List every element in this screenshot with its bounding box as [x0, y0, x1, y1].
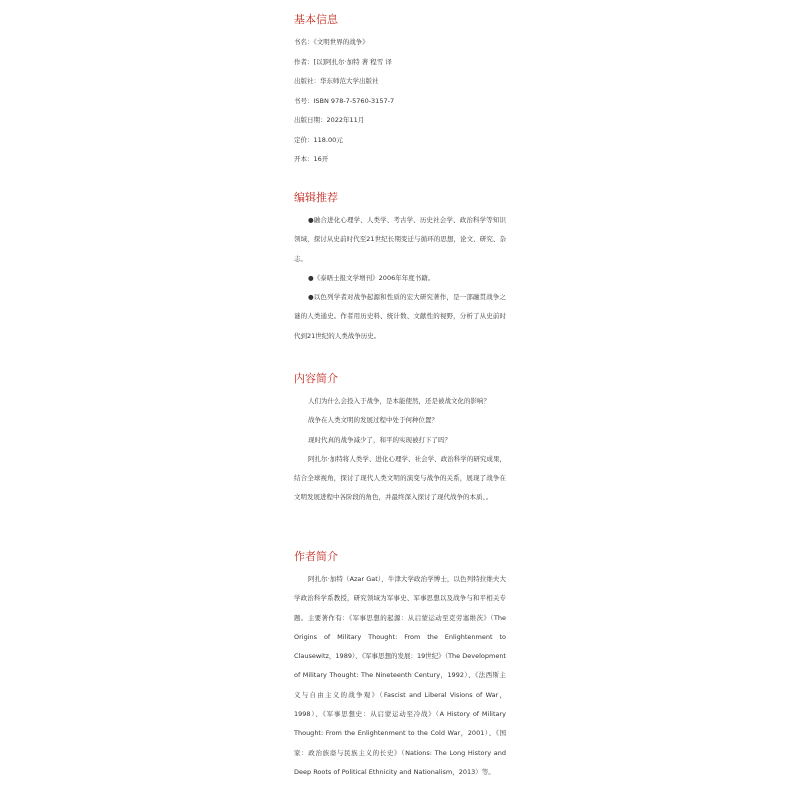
editor-recommendation-section: [294, 191, 506, 346]
author-intro-section: [294, 550, 506, 782]
publisher-line: 出版社：华东师范大学出版社: [294, 77, 379, 85]
author-line: 作者：[以]阿扎尔·加特 著 程雪 译: [294, 57, 392, 66]
publish-date-line: 出版日期：2022年11月: [294, 116, 365, 124]
content-intro-body: [294, 392, 506, 508]
author-paragraph: 阿扎尔·加特（Azar Gat），牛津大学政治学博士，以色列特拉维夫大学政治科学系教授，研究领域为军事史、军事思想以及战争与和平相关专题。主要著作有：《军事思想的起源：从启蒙运动至克劳塞维茨》（The Origins of Military Thought: From the Enlightenment to Clausewitz，1989）、《军事思想的发展：19世纪》（The Development of Military Thought: The Nineteenth Century，1992）、《法西斯主义与自由主义的战争观》（Fascist and Liberal Visions of War，1998）、《军事思想史：从启蒙运动至冷战》（A History of Military Thought: From the Enlightenment to the Cold War，2001）、《国家：政治族裔与民族主义的长史》（Nations: The Long History and Deep Roots of Political Ethnicity and Nationalism，2013）等。: [294, 575, 506, 776]
content-intro-section: [294, 372, 506, 508]
format-line: 开本：16开: [294, 155, 329, 163]
author-intro-body: [294, 570, 506, 782]
recommendation-paragraph: ●融合进化心理学、人类学、考古学、历史社会学、政治科学等知识领域，探讨从史前时代至21世纪长期变迁与循环的思想，论文、研究、杂志。: [294, 216, 506, 263]
recommendation-paragraph: ●《泰晤士报文学增刊》2006年年度书籍。: [308, 273, 435, 282]
basic-info-heading: 基本信息: [294, 13, 338, 26]
book-title-line: 书名：《文明世界的战争》: [294, 38, 369, 46]
intro-paragraph: 现时代真的战争减少了，和平的实现被打下了吗？: [308, 435, 451, 444]
price-line: 定价：118.00元: [294, 135, 343, 144]
intro-paragraph: 人们为什么会投入于战争，是本能使然，还是被战文化的影响？: [308, 397, 490, 405]
intro-paragraph: 战争在人类文明的发展过程中处于何种位置？: [308, 416, 438, 425]
isbn-line: 书号：ISBN 978-7-5760-3157-7: [294, 96, 395, 105]
content-intro-heading: 内容简介: [294, 372, 338, 385]
basic-info-section: [294, 13, 506, 170]
basic-info-list: [294, 33, 506, 170]
recommendation-paragraph: ●以色列学者对战争起源和性质的宏大研究著作，是一部融贯战争之谜的人类通史。作者用历史料、统计数、文献性的视野，分析了从史前时代到21世纪的人类战争历史。: [294, 293, 506, 340]
author-intro-heading: 作者简介: [294, 550, 338, 563]
editor-recommendation-body: [294, 211, 506, 346]
intro-paragraph: 阿扎尔·加特将人类学、进化心理学、社会学、政治科学的研究成果，结合全球视角，探讨了现代人类文明的演变与战争的关系，展现了战争在文明发展进程中各阶段的角色，并最终深入探讨了现代战争的本质、。: [294, 454, 506, 502]
editor-recommendation-heading: 编辑推荐: [294, 191, 338, 204]
